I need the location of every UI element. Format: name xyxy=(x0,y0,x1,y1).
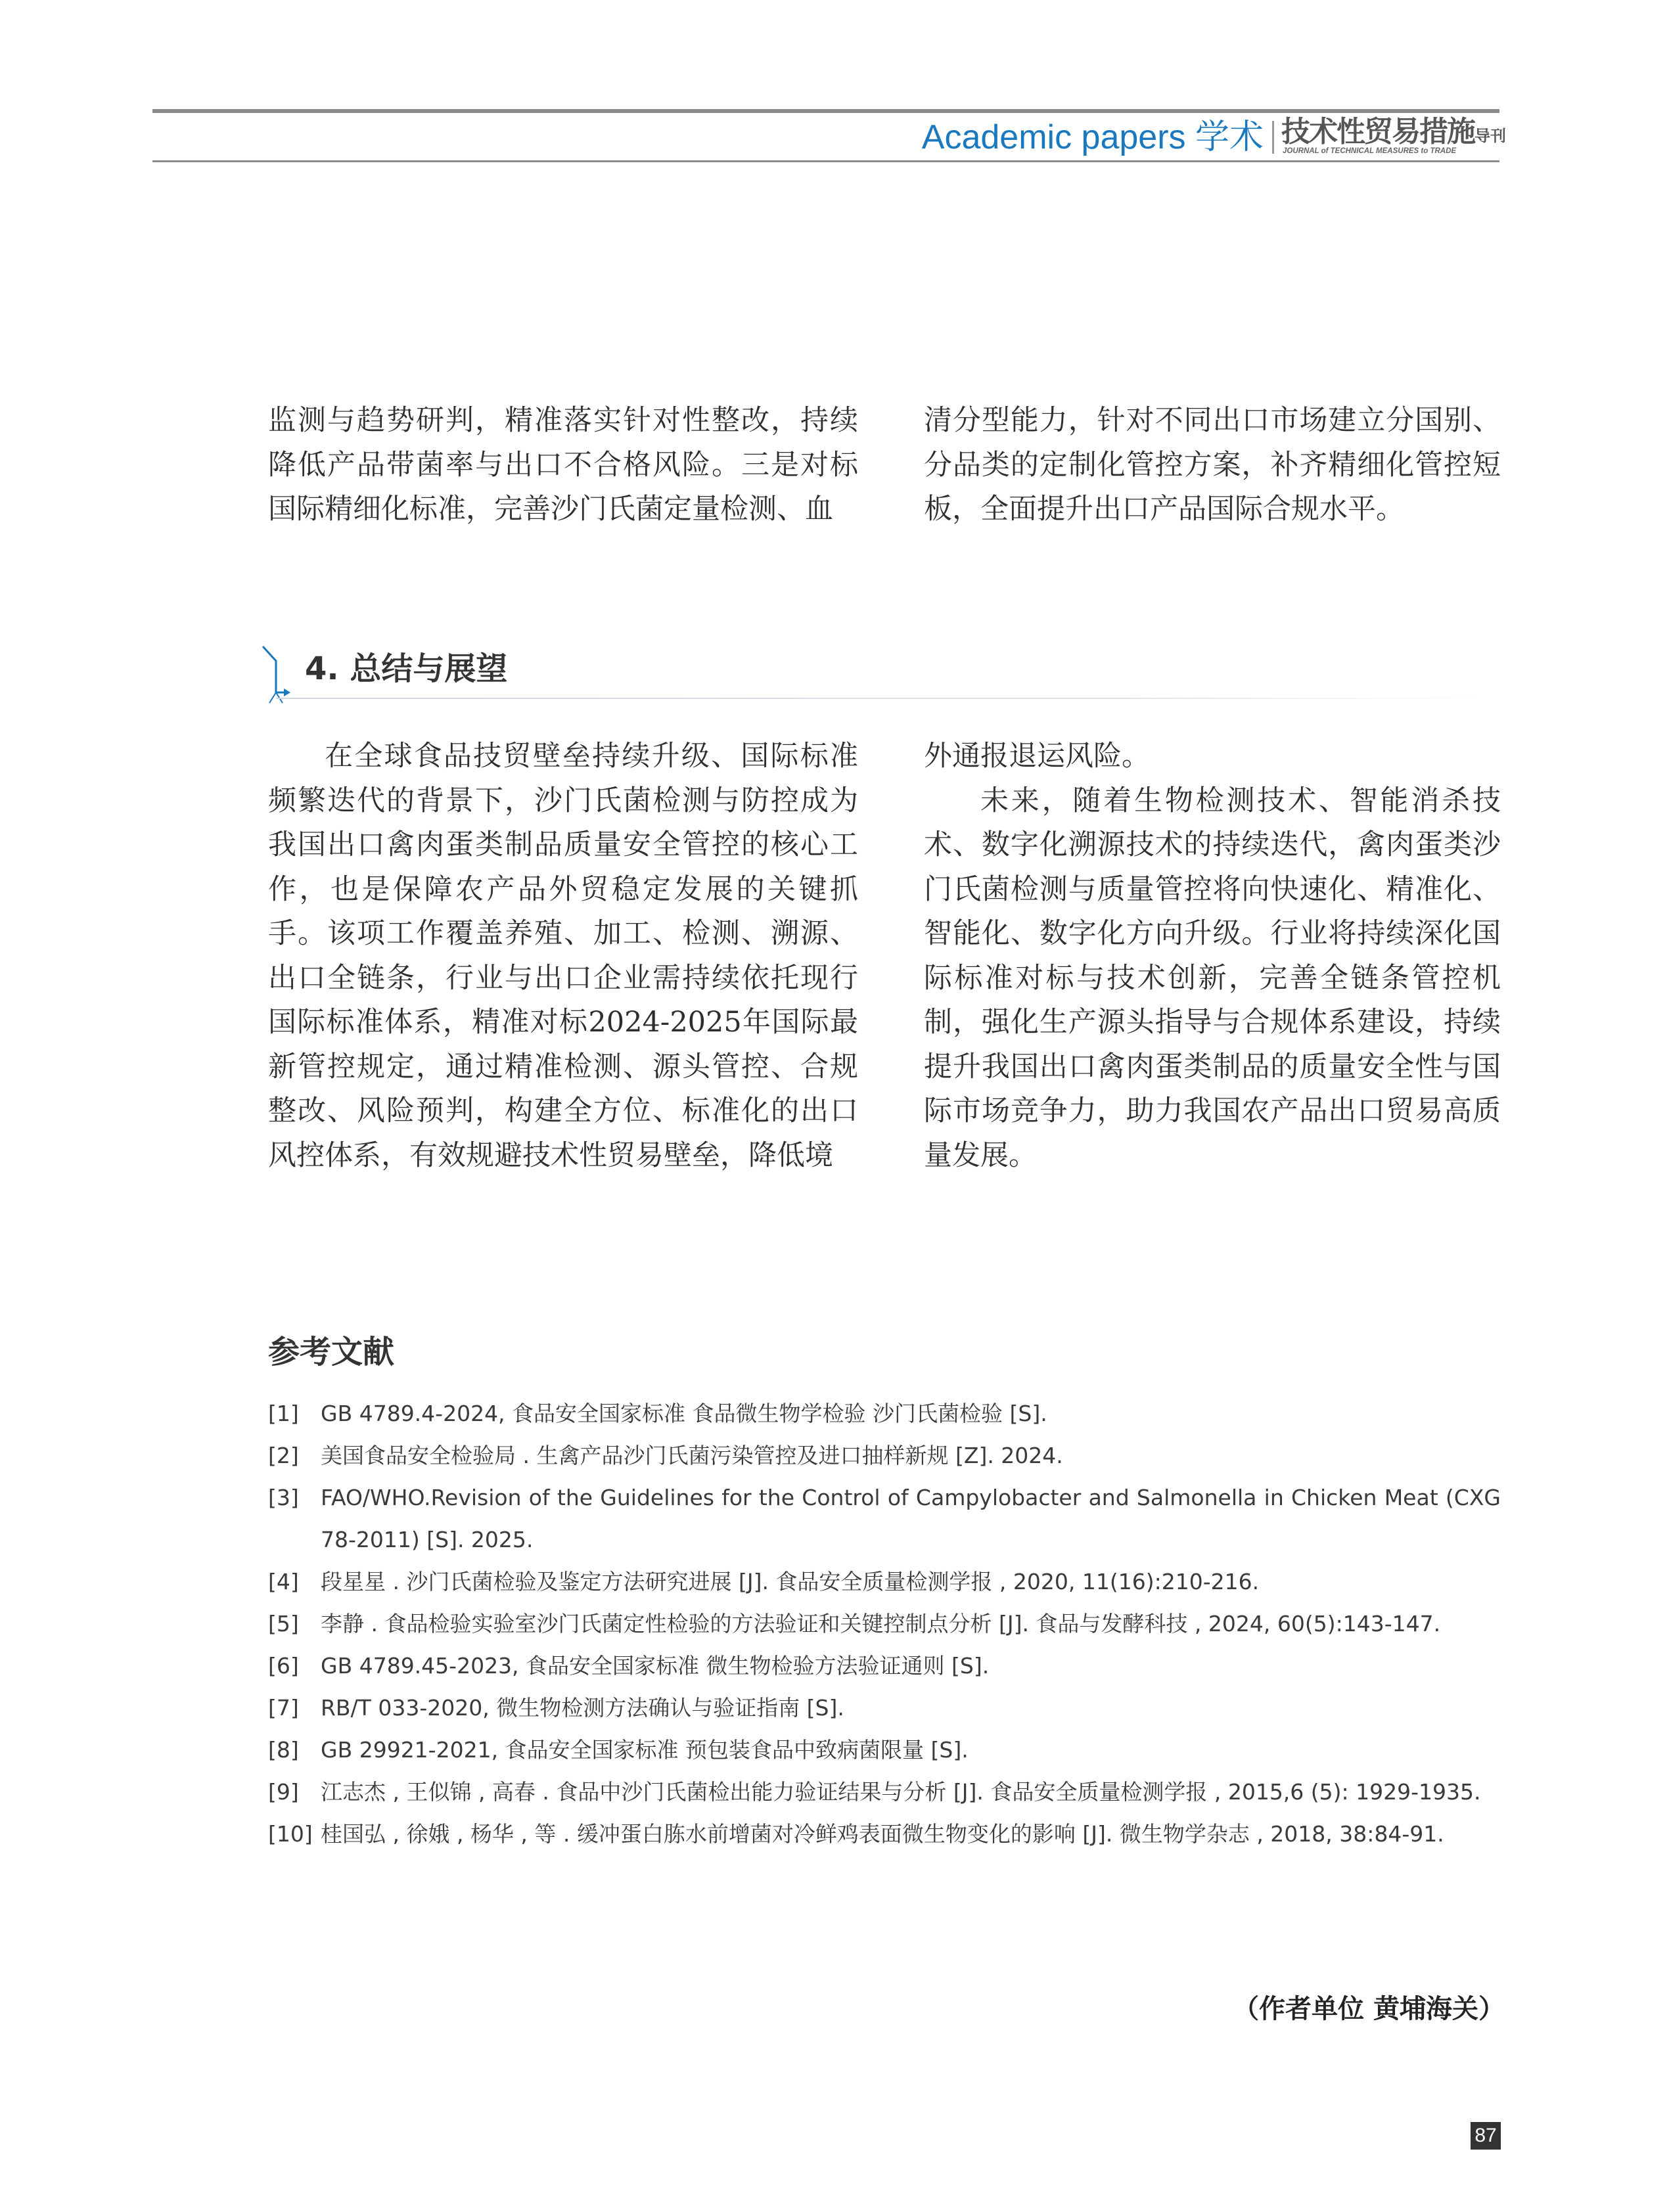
reference-item xyxy=(268,1435,1501,1477)
summary-right-paragraph-b: 未来，随着生物检测技术、智能消杀技术、数字化溯源技术的持续迭代，禽肉蛋类沙门氏菌检测与质量管控将向快速化、精准化、智能化、数字化方向升级。行业将持续深化国际标准对标与技术创新，完善全链条管控机制，强化生产源头指导与合规体系建设，持续提升我国出口禽肉蛋类制品的质量安全性与国际市场竞争力，助力我国农产品出口贸易高质量发展。 xyxy=(924,784,1501,1172)
journal-logo-english: JOURNAL of TECHNICAL MEASURES to TRADE xyxy=(1283,147,1457,155)
references-title: 参考文献 xyxy=(268,1334,395,1370)
reference-number: [5] xyxy=(268,1611,299,1636)
reference-number: [4] xyxy=(268,1569,299,1594)
journal-logo-text: 技术性贸易措施 xyxy=(1281,116,1475,148)
reference-text: FAO/WHO.Revision of the Guidelines for the Control of Campylobacter and Salmonella in Chicken Meat (CXG 78-2011) [S]. 2025. xyxy=(321,1485,1501,1552)
author-affiliation: （作者单位 黄埔海关） xyxy=(1233,1994,1505,2024)
reference-number: [7] xyxy=(268,1695,299,1721)
section-divider xyxy=(276,698,1485,699)
references-list xyxy=(268,1393,1501,1855)
reference-text: 桂国弘 , 徐娥 , 杨华 , 等 . 缓冲蛋白胨水前增菌对冷鲜鸡表面微生物变化的影响 [J]. 微生物学杂志 , 2018, 38:84-91. xyxy=(321,1821,1444,1847)
reference-text: GB 29921-2021, 食品安全国家标准 预包装食品中致病菌限量 [S]. xyxy=(321,1737,969,1763)
reference-number: [6] xyxy=(268,1653,299,1679)
reference-item xyxy=(268,1645,1501,1687)
reference-item xyxy=(268,1477,1501,1561)
reference-number: [9] xyxy=(268,1779,299,1805)
reference-number: [1] xyxy=(268,1401,299,1426)
top-left-paragraph: 监测与趋势研判，精准落实针对性整改，持续降低产品带菌率与出口不合格风险。三是对标国际精细化标准，完善沙门氏菌定量检测、血 xyxy=(268,404,858,526)
reference-item xyxy=(268,1771,1501,1813)
reference-item xyxy=(268,1561,1501,1603)
summary-left-paragraph: 在全球食品技贸壁垒持续升级、国际标准频繁迭代的背景下，沙门氏菌检测与防控成为我国出口禽肉蛋类制品质量安全管控的核心工作，也是保障农产品外贸稳定发展的关键抓手。该项工作覆盖养殖、加工、检测、溯源、出口全链条，行业与出口企业需持续依托现行国际标准体系，精准对标2024-2025年国际最新管控规定，通过精准检测、源头管控、合规整改、风险预判，构建全方位、标准化的出口风控体系，有效规避技术性贸易壁垒，降低境 xyxy=(268,740,858,1172)
reference-number: [3] xyxy=(268,1485,299,1510)
reference-text: 李静 . 食品检验实验室沙门氏菌定性检验的方法验证和关键控制点分析 [J]. 食品与发酵科技 , 2024, 60(5):143-147. xyxy=(321,1611,1441,1636)
reference-number: [10] xyxy=(268,1821,313,1847)
reference-text: GB 4789.45-2023, 食品安全国家标准 微生物检验方法验证通则 [S]. xyxy=(321,1653,990,1679)
reference-item xyxy=(268,1603,1501,1645)
header-separator xyxy=(1272,121,1274,154)
reference-text: 段星星 . 沙门氏菌检验及鉴定方法研究进展 [J]. 食品安全质量检测学报 , 2020, 11(16):210-216. xyxy=(321,1569,1260,1594)
reference-text: 美国食品安全检验局 . 生禽产品沙门氏菌污染管控及进口抽样新规 [Z]. 2024. xyxy=(321,1443,1063,1468)
header-rule-top xyxy=(152,109,1499,113)
journal-section-label: Academic papers 学术 xyxy=(921,118,1264,156)
reference-item xyxy=(268,1393,1501,1435)
section-title: 4. 总结与展望 xyxy=(305,650,508,687)
reference-text: RB/T 033-2020, 微生物检测方法确认与验证指南 [S]. xyxy=(321,1695,844,1721)
summary-right-column xyxy=(924,734,1501,1178)
reference-item xyxy=(268,1687,1501,1729)
reference-text: 江志杰 , 王似锦 , 高春 . 食品中沙门氏菌检出能力验证结果与分析 [J]. 食品安全质量检测学报 , 2015,6 (5): 1929-1935. xyxy=(321,1779,1481,1805)
summary-right-paragraph-a: 外通报退运风险。 xyxy=(924,740,1150,773)
journal-logo-suffix: 导刊 xyxy=(1475,127,1506,145)
page-number: 87 xyxy=(1471,2122,1501,2150)
header-rule-bottom xyxy=(152,160,1499,162)
reference-text: GB 4789.4-2024, 食品安全国家标准 食品微生物学检验 沙门氏菌检验 [S]. xyxy=(321,1401,1047,1426)
reference-item xyxy=(268,1813,1501,1855)
reference-item xyxy=(268,1729,1501,1771)
reference-number: [2] xyxy=(268,1443,299,1468)
reference-number: [8] xyxy=(268,1737,299,1763)
top-right-paragraph: 清分型能力，针对不同出口市场建立分国别、分品类的定制化管控方案，补齐精细化管控短板，全面提升出口产品国际合规水平。 xyxy=(924,404,1501,526)
